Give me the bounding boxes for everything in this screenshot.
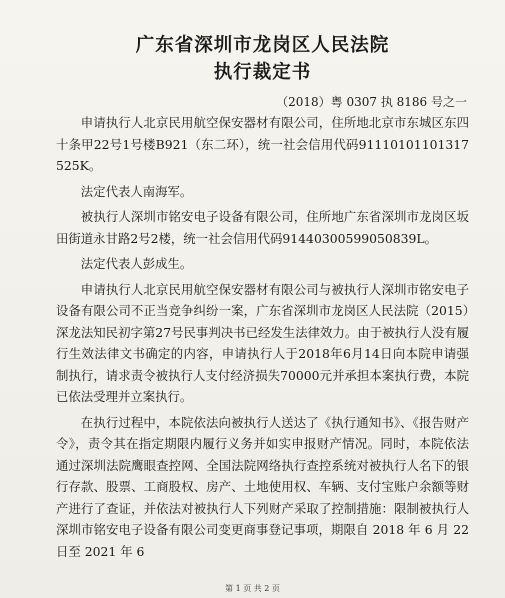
paragraph-case-background: 申请执行人北京民用航空保安器材有限公司与被执行人深圳市铭安电子设备有限公司不正当竞争纠纷一案，广东省深圳市龙岗区人民法院（2015）深龙法知民初字第27号民事判决书已经发生法律效力。由于被执行人没有履行生效法律文书确定的内容，申请执行人于2018年6月14日向本院申请强制执行，请求责令被执行人支付经济损失70000元并承担本案执行费，本院已依法受理并立案执行。 [56,281,469,404]
document-type-title: 执行裁定书 [213,62,312,83]
paragraph-respondent-representative: 法定代表人彭成生。 [80,256,193,271]
page-number-footer: 第 1 页 共 2 页 [225,584,280,593]
paragraph-applicant-representative: 法定代表人南海军。 [80,183,193,199]
case-number: （2018）粤 0307 执 8186 号之一 [276,95,467,109]
paragraph-applicant: 申请执行人北京民用航空保安器材有限公司，住所地北京市东城区东四十条甲22号1号楼B921（东二环），统一社会信用代码91110101101317525K。 [56,115,469,173]
document-body [56,112,469,562]
paragraph-respondent: 被执行人深圳市铭安电子设备有限公司，住所地广东省深圳市龙岗区坂田街道永甘路2号2楼，统一社会信用代码91440300599050839L。 [56,209,469,246]
court-name-title: 广东省深圳市龙岗区人民法院 [135,35,390,56]
paragraph-enforcement-process: 在执行过程中，本院依法向被执行人送达了《执行通知书》、《报告财产令》，责令其在指定期限内履行义务并如实申报财产情况。同时，本院依法通过深圳法院鹰眼查控网、全国法院网络执行查控系统对被执行人名下的银行存款、股票、工商股权、房产、土地使用权、车辆、支付宝账户余额等财产进行了查证，并依法对被执行人下列财产采取了控制措施：限制被执行人深圳市铭安电子设备有限公司变更商事登记事项，期限自 2018 年 6 月 22 日至 2021 年 6 [56,414,469,559]
